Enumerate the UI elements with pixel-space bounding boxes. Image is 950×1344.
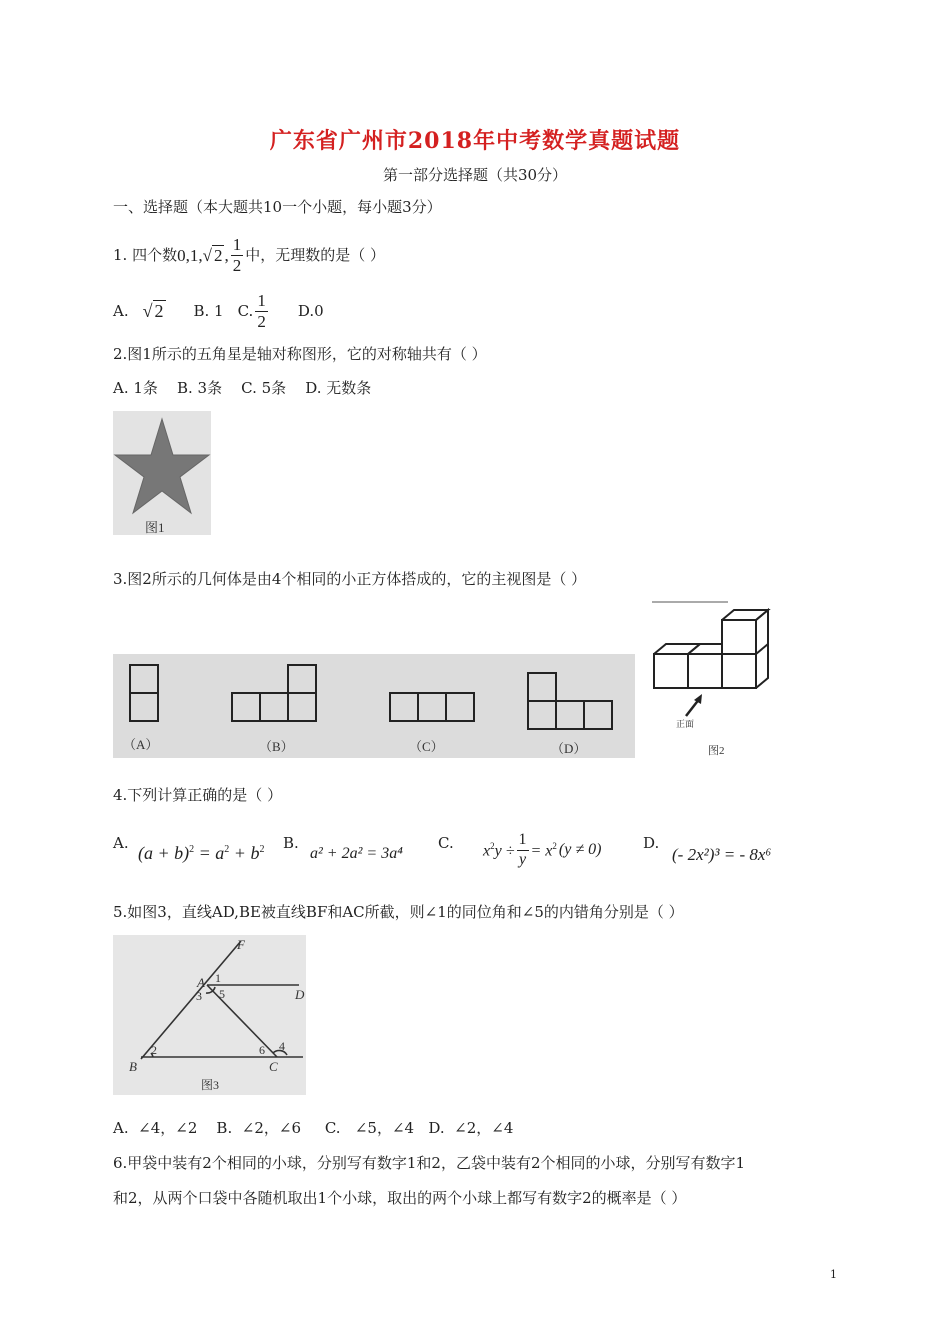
cubes-drawing bbox=[652, 600, 780, 760]
q4-option-d-label: D. bbox=[643, 834, 660, 852]
question-2: 2.图1所示的五角星是轴对称图形，它的对称轴共有（ ） bbox=[113, 345, 487, 363]
view-square bbox=[231, 692, 261, 722]
question-6-line-2: 和2，从两个口袋中各随机取出1个小球，取出的两个小球上都写有数字2的概率是（ ） bbox=[113, 1189, 687, 1207]
question-3: 3.图2所示的几何体是由4个相同的小正方体搭成的，它的主视图是（ ） bbox=[113, 570, 587, 588]
view-square bbox=[583, 700, 613, 730]
view-square bbox=[445, 692, 475, 722]
figure-3-caption: 图3 bbox=[201, 1078, 220, 1092]
view-square bbox=[417, 692, 447, 722]
question-5: 5.如图3，直线AD,BE被直线BF和AC所截，则∠1的同位角和∠5的内错角分别是（ ） bbox=[113, 903, 684, 921]
q1-frac-den: 2 bbox=[232, 255, 242, 275]
figure-1-star bbox=[113, 411, 211, 535]
view-square bbox=[129, 664, 159, 694]
q4-option-c-expr: $x^2y$ ÷ $\frac{1}{y}$ = $x^2$ (y ≠ 0) bbox=[483, 831, 602, 868]
q4-option-a-expr: $(a + b)^2 = a^2 + b^2$ bbox=[138, 843, 265, 863]
q5-options: A. ∠4，∠2 B. ∠2，∠6 C. ∠5，∠4 D. ∠2，∠4 bbox=[113, 1119, 514, 1137]
question-6-line-1: 6.甲袋中装有2个相同的小球，分别写有数字1和2，乙袋中装有2个相同的小球，分别写有数字1 bbox=[113, 1154, 746, 1172]
view-square bbox=[287, 664, 317, 694]
page-subtitle: 第一部分选择题（共30分） bbox=[382, 166, 568, 184]
q1-prefix: 1. 四个数 bbox=[113, 245, 178, 264]
angle-2: 2 bbox=[151, 1043, 157, 1057]
point-c: C bbox=[269, 1059, 278, 1074]
q1-option-a-value: √ 2 bbox=[142, 301, 164, 322]
view-square bbox=[129, 692, 159, 722]
q4-option-c-condition: (y ≠ 0) bbox=[558, 841, 602, 859]
angle-4: 4 bbox=[279, 1039, 285, 1053]
q1-suffix: 中，无理数的是（ ） bbox=[245, 245, 385, 264]
figure-2-arrow-label: 正面 bbox=[676, 719, 695, 729]
point-a: A bbox=[197, 975, 205, 990]
figure-2-caption: 图2 bbox=[708, 745, 725, 757]
section-heading: 一、选择题（本大题共10一个小题，每小题3分） bbox=[113, 198, 442, 216]
q3-options-panel bbox=[113, 654, 635, 758]
q1-option-c: C. bbox=[237, 301, 254, 320]
view-square bbox=[287, 692, 317, 722]
q1-option-b: B. 1 bbox=[193, 301, 224, 320]
q3-label-d: （D） bbox=[551, 741, 587, 756]
question-4: 4.下列计算正确的是（ ） bbox=[113, 786, 283, 804]
q1-fraction bbox=[231, 236, 244, 275]
page-number: 1 bbox=[830, 1268, 837, 1281]
point-d: D bbox=[295, 987, 305, 1002]
view-square bbox=[527, 700, 557, 730]
q1-option-a: A. bbox=[113, 301, 129, 320]
figure-2-cubes bbox=[652, 600, 780, 760]
view-square bbox=[259, 692, 289, 722]
point-b: B bbox=[129, 1059, 137, 1074]
q1-numbers: 0,1, bbox=[177, 245, 203, 265]
q1-frac-num: 1 bbox=[232, 235, 242, 254]
angle-1: 1 bbox=[215, 971, 221, 985]
q1-option-d: D.0 bbox=[297, 301, 324, 320]
q1-sqrt-arg: 2 bbox=[213, 245, 223, 265]
q4-option-a-label: A. bbox=[113, 834, 129, 852]
point-f: F bbox=[237, 937, 245, 952]
question-1 bbox=[113, 236, 385, 275]
angle-3: 3 bbox=[196, 989, 202, 1003]
q1-sqrt: √ 2 , bbox=[202, 245, 229, 265]
q4-option-b-expr: a² + 2a² = 3a⁴ bbox=[310, 845, 403, 862]
view-square bbox=[527, 672, 557, 702]
q4-option-d-expr: (- 2x²)³ = - 8x⁶ bbox=[672, 845, 772, 864]
page-title: 广东省广州市2018年中考数学真题试题 bbox=[269, 128, 681, 154]
q2-options: A. 1条 B. 3条 C. 5条 D. 无数条 bbox=[113, 379, 372, 397]
angle-6: 6 bbox=[259, 1043, 265, 1057]
figure-3-lines bbox=[113, 935, 306, 1095]
angle-5: 5 bbox=[219, 987, 225, 1001]
q4-option-b-label: B. bbox=[283, 834, 299, 852]
q1-options bbox=[113, 292, 324, 331]
q1-option-c-fraction: $\frac{1}{2}$ bbox=[257, 291, 266, 331]
q3-label-a: （A） bbox=[123, 737, 159, 752]
view-square bbox=[389, 692, 419, 722]
figure-1-caption: 图1 bbox=[145, 520, 165, 535]
q3-label-c: （C） bbox=[409, 739, 444, 754]
q4-option-c-label: C. bbox=[438, 834, 454, 852]
view-square bbox=[555, 700, 585, 730]
q3-label-b: （B） bbox=[259, 739, 294, 754]
